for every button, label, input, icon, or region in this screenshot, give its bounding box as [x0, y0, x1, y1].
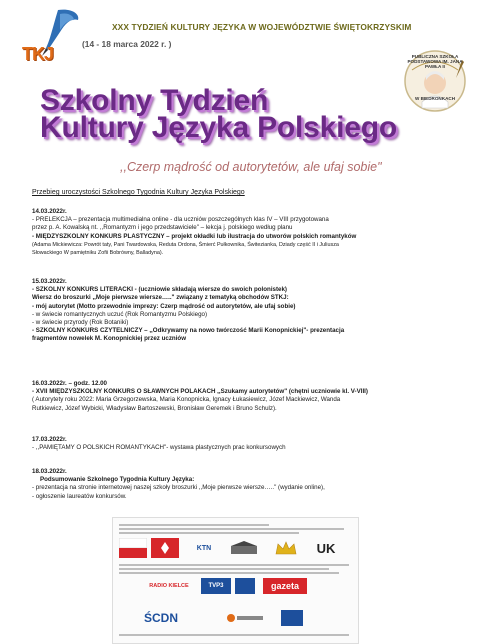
section-date: 14.03.2022r. — [32, 208, 67, 215]
section-line: fragmentów nowelek M. Konopnickiej przez uczniów — [32, 335, 187, 343]
page-title-line2: Kultury Języka Polskiego — [40, 111, 398, 144]
eagle-logo — [151, 538, 179, 558]
sponsor-text-line — [119, 568, 329, 570]
crown-icon — [273, 538, 299, 558]
building-icon — [229, 540, 259, 556]
section-date: 15.03.2022r. — [32, 278, 67, 285]
header-dates: (14 - 18 marca 2022 r. ) — [82, 39, 172, 49]
tv-logo — [235, 578, 255, 594]
section-date: 16.03.2022r. – godz. 12.00 — [32, 380, 107, 387]
section-line: - w świecie przyrody (Rok Botaniki) — [32, 319, 129, 327]
section-line: - mój autorytet (Motto przewodnie imprezy: Czerp mądrość od autorytetów, ale ufaj sobie) — [32, 302, 296, 310]
flag-icon — [119, 538, 147, 558]
logo-text: TKJ — [22, 44, 54, 64]
badge-bottom-text: W BIEDRONKACH — [414, 96, 456, 101]
section-date: 18.03.2022r. — [32, 468, 67, 475]
sponsor-text-line — [119, 564, 349, 566]
motto: ,,Czerp mądrość od autorytetów, ale ufaj sobie" — [120, 160, 382, 174]
section-line: - XVII MIĘDZYSZKOLNY KONKURS O SŁAWNYCH POLAKACH ,,Szukamy autorytetów" (chętni uczniowie kl. V-VIII) — [32, 388, 368, 396]
section-line: ( Autorytety roku 2022: Maria Grzegorzewska, Maria Konopnicka, Ignacy Łukasiewicz, Józef Mackiewicz, Wanda — [32, 396, 341, 404]
section-line: - SZKOLNY KONKURS CZYTELNICZY – ,,Odkrywamy na nowo twórczość Marii Konopnickiej"- prezentacja — [32, 327, 345, 335]
section-line: - PRELEKCJA – prezentacja multimedialna online - dla uczniów poszczególnych klas IV – VIII przygotowana — [32, 216, 329, 224]
section-date: 17.03.2022r. — [32, 436, 67, 443]
header-event-title: XXX TYDZIEŃ KULTURY JĘZYKA W WOJEWÓDZTWIE ŚWIĘTOKRZYSKIM — [112, 22, 412, 32]
sponsor-text-line — [119, 634, 349, 636]
crown-logo — [273, 538, 299, 558]
section-line: - w świecie romantycznych uczuć (Rok Romantyzmu Polskiego) — [32, 310, 208, 318]
badge-top-text: PUBLICZNA SZKOŁA PODSTAWOWA IM. JANA PAWŁA II — [407, 54, 463, 69]
section-line: Rutkiewicz, Józef Wybicki, Władysław Bartoszewski, Bronisław Geremek i Bruno Schulz). — [32, 404, 277, 412]
section-line: - prezentacja na stronie internetowej naszej szkoły broszurki ,,Moje pierwsze wiersze….." (wydanie online), — [32, 484, 325, 492]
partner-icon — [279, 608, 305, 628]
sponsor-text-line — [119, 524, 269, 526]
uk-logo: UK — [316, 540, 336, 556]
section-16-march — [32, 380, 472, 413]
gazeta-logo: gazeta — [263, 578, 307, 594]
section-14-march — [32, 208, 472, 257]
section-18-march — [32, 468, 472, 501]
sponsors-panel — [112, 517, 359, 644]
partner-icon — [225, 610, 265, 626]
tvp3-logo: TVP3 — [201, 578, 231, 594]
school-badge — [404, 50, 466, 112]
org-logo — [229, 540, 259, 556]
sponsor-text-line — [119, 532, 299, 534]
section-15-march — [32, 278, 472, 344]
eagle-icon — [151, 538, 179, 558]
section-line: Podsumowanie Szkolnego Tygodnia Kultury Języka: — [40, 476, 195, 484]
partner-logo — [279, 608, 305, 628]
tkj-logo — [22, 6, 84, 68]
radio-kielce-logo: RADIO KIELCE — [149, 583, 189, 589]
section-line: (Adama Mickiewicza: Powrót taty, Pani Twardowska, Reduta Ordona, Śmierć Pułkownika, Świtezianka, Dziady część II i Juliusza — [32, 241, 339, 248]
section-line: Wiersz do broszurki ,,Moje pierwsze wiersze….." związany z tematyką obchodów STKJ: — [32, 294, 289, 302]
section-line: - ogłoszenie laureatów konkursów. — [32, 492, 127, 500]
section-line: - MIĘDZYSZKOLNY KONKURS PLASTYCZNY – projekt okładki lub ilustracja do utworów polskich romantyków — [32, 232, 357, 240]
program-heading: Przebieg uroczystości Szkolnego Tygodnia Kultury Języka Polskiego — [32, 189, 245, 196]
partner-logo — [225, 610, 265, 626]
section-line: przez p. A. Kowalską nt. ,,Romantyzm i jego przedstawiciele" – lekcja j. polskiego według planu — [32, 224, 293, 232]
ktn-logo: KTN — [196, 544, 212, 552]
section-17-march — [32, 436, 472, 452]
poland-flag-logo — [119, 538, 147, 558]
page-title-line1: Szkolny Tydzień — [40, 84, 269, 117]
section-line: - ,,PAMIĘTAMY O POLSKICH ROMANTYKACH"- wystawa plastycznych prac konkursowych — [32, 444, 286, 452]
section-line: Słowackiego W pamiętniku Zofii Bobrówny, Balladyna). — [32, 250, 164, 257]
sponsor-text-line — [119, 572, 339, 574]
sponsor-text-line — [119, 528, 344, 530]
section-line: - SZKOLNY KONKURS LITERACKI - (uczniowie składają wiersze do swoich polonistek) — [32, 286, 287, 294]
scdn-logo: ŚCDN — [143, 611, 178, 625]
